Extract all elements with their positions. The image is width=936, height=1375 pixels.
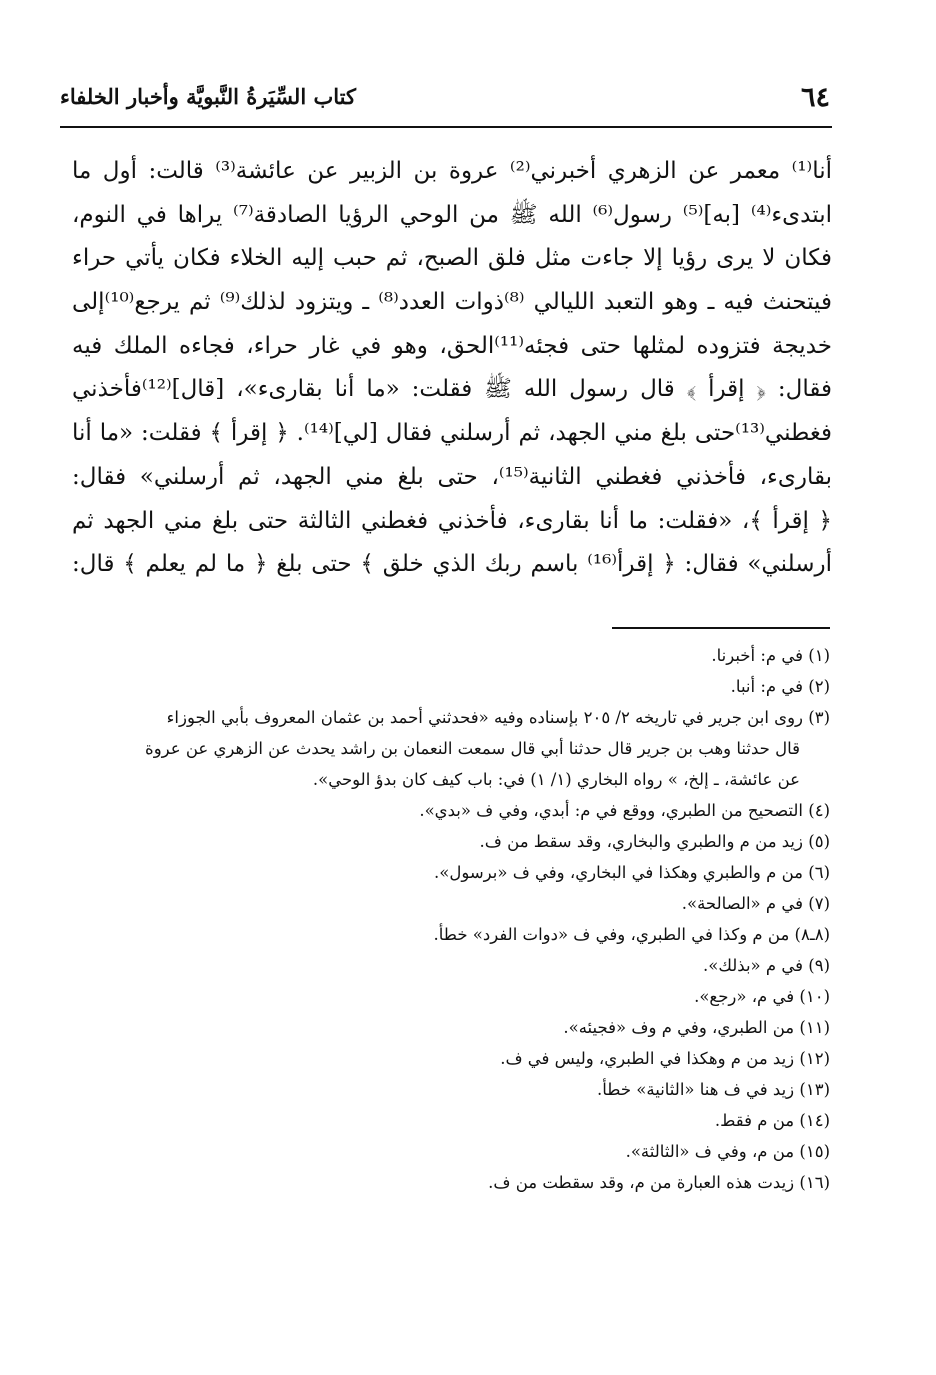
book-title: كتاب السِّيَرةُ النَّبويَّة وأخبار الخلفاء [60, 84, 356, 109]
footnote [80, 671, 830, 702]
text-line: ﴿ إقرأ ﴾، «فقلت: ما أنا بقارىء، فأخذني فغطني الثالثة حتى بلغ مني الجهد ثم [72, 507, 832, 534]
footnote [80, 1136, 830, 1167]
footnote-line: (٢) في م: أنبا. [730, 677, 830, 696]
footnote-line: (٩) في م «بذلك». [703, 956, 830, 975]
footnote [80, 1167, 830, 1198]
text-line: فيتحنث فيه ـ وهو التعبد الليالي ⁽⁸⁾ذوات العدد⁽⁸⁾ ـ ويتزود لذلك⁽⁹⁾ ثم يرجع⁽¹⁰⁾إلى [72, 289, 832, 316]
footnote-line: (١٤) من م فقط. [714, 1111, 830, 1130]
footnote-line: عن عائشة، ـ إلخ، » رواه البخاري (١/ ١) في: باب كيف كان بدؤ الوحي». [312, 770, 800, 789]
text-line: فكان لا يرى رؤيا إلا جاءت مثل فلق الصبح، ثم حبب إليه الخلاء فكان يأتي حراء [72, 245, 832, 272]
footnote [80, 1043, 830, 1074]
footnote [80, 888, 830, 919]
text-line: خديجة فتزوده لمثلها حتى فجئه⁽¹¹⁾الحق، وهو في غار حراء، فجاءه الملك فيه [72, 332, 832, 359]
footnote [80, 857, 830, 888]
footnote-line: (٨ـ٨) من م وكذا في الطبري، وفي ف «دوات الفرد» خطأ. [433, 925, 830, 944]
text-line: فقال: ﴿ إقرأ ﴾ قال رسول الله ﷺ فقلت: «ما أنا بقارىء»، [قال]⁽¹²⁾فأخذني [72, 376, 832, 403]
footnote-line: (١٠) في م، «رجع». [694, 987, 830, 1006]
footnote-line: (٧) في م «الصالحة». [681, 894, 830, 913]
footnote [80, 950, 830, 981]
footnote-line: (١٣) زيد في ف هنا «الثانية» خطأ. [597, 1080, 830, 1099]
footnote-line: (٥) زيد من م والطبري والبخاري، وقد سقط من ف. [479, 832, 830, 851]
text-line: ابتدىء⁽⁴⁾ [به]⁽⁵⁾ رسول⁽⁶⁾ الله ﷺ من الوحي الرؤيا الصادقة⁽⁷⁾ يراها في النوم، [72, 201, 832, 228]
footnote [80, 640, 830, 671]
footnote-line: (١٥) من م، وفي ف «الثالثة». [625, 1142, 830, 1161]
footnote-line: (٦) من م والطبري وهكذا في البخاري، وفي ف «برسول». [433, 863, 830, 882]
footnote [80, 1074, 830, 1105]
footnote-line: (٣) روى ابن جرير في تاريخه ٢/ ٢٠٥ بإسناده وفيه «فحدثني أحمد بن عثمان المعروف بأبي الجوزاء [166, 708, 830, 727]
text-line: فغطني⁽¹³⁾حتى بلغ مني الجهد، ثم أرسلني فقال [لي]⁽¹⁴⁾. ﴿ إقرأ ﴾ فقلت: «ما أنا [72, 420, 832, 447]
main-text [72, 150, 832, 587]
footnote [80, 702, 830, 795]
footnote-line: (١) في م: أخبرنا. [711, 646, 830, 665]
footnote [80, 1105, 830, 1136]
footnote [80, 1012, 830, 1043]
page-number: ٦٤ [800, 82, 830, 113]
footnote-separator [612, 627, 830, 629]
footnote-line: (١١) من الطبري، وفي م وف «فجيئه». [563, 1018, 830, 1037]
footnote-line: (١٦) زيدت هذه العبارة من م، وقد سقطت من ف. [488, 1173, 830, 1192]
header-rule [60, 126, 832, 128]
page-header [60, 82, 832, 118]
footnotes [80, 640, 830, 1198]
footnote [80, 826, 830, 857]
text-line: بقارىء، فأخذني فغطني الثانية⁽¹⁵⁾، حتى بلغ مني الجهد، ثم أرسلني» فقال: [72, 463, 832, 490]
footnote-line: (١٢) زيد من م وهكذا في الطبري، وليس في ف. [500, 1049, 830, 1068]
footnote-line: قال حدثنا وهب بن جرير قال حدثنا أبي قال سمعت النعمان بن راشد يحدث عن الزهري عن عروة [145, 739, 800, 758]
footnote [80, 919, 830, 950]
text-line: أرسلني» فقال: ﴿ إقرأ⁽¹⁶⁾ باسم ربك الذي خلق ﴾ حتى بلغ ﴿ ما لم يعلم ﴾ قال: [72, 551, 832, 578]
footnote-line: (٤) التصحيح من الطبري، ووقع في م: أبدي، وفي ف «بدي». [419, 801, 830, 820]
footnote [80, 795, 830, 826]
text-line: أنا⁽¹⁾ معمر عن الزهري أخبرني⁽²⁾ عروة بن الزبير عن عائشة⁽³⁾ قالت: أول ما [72, 158, 832, 184]
footnote [80, 981, 830, 1012]
